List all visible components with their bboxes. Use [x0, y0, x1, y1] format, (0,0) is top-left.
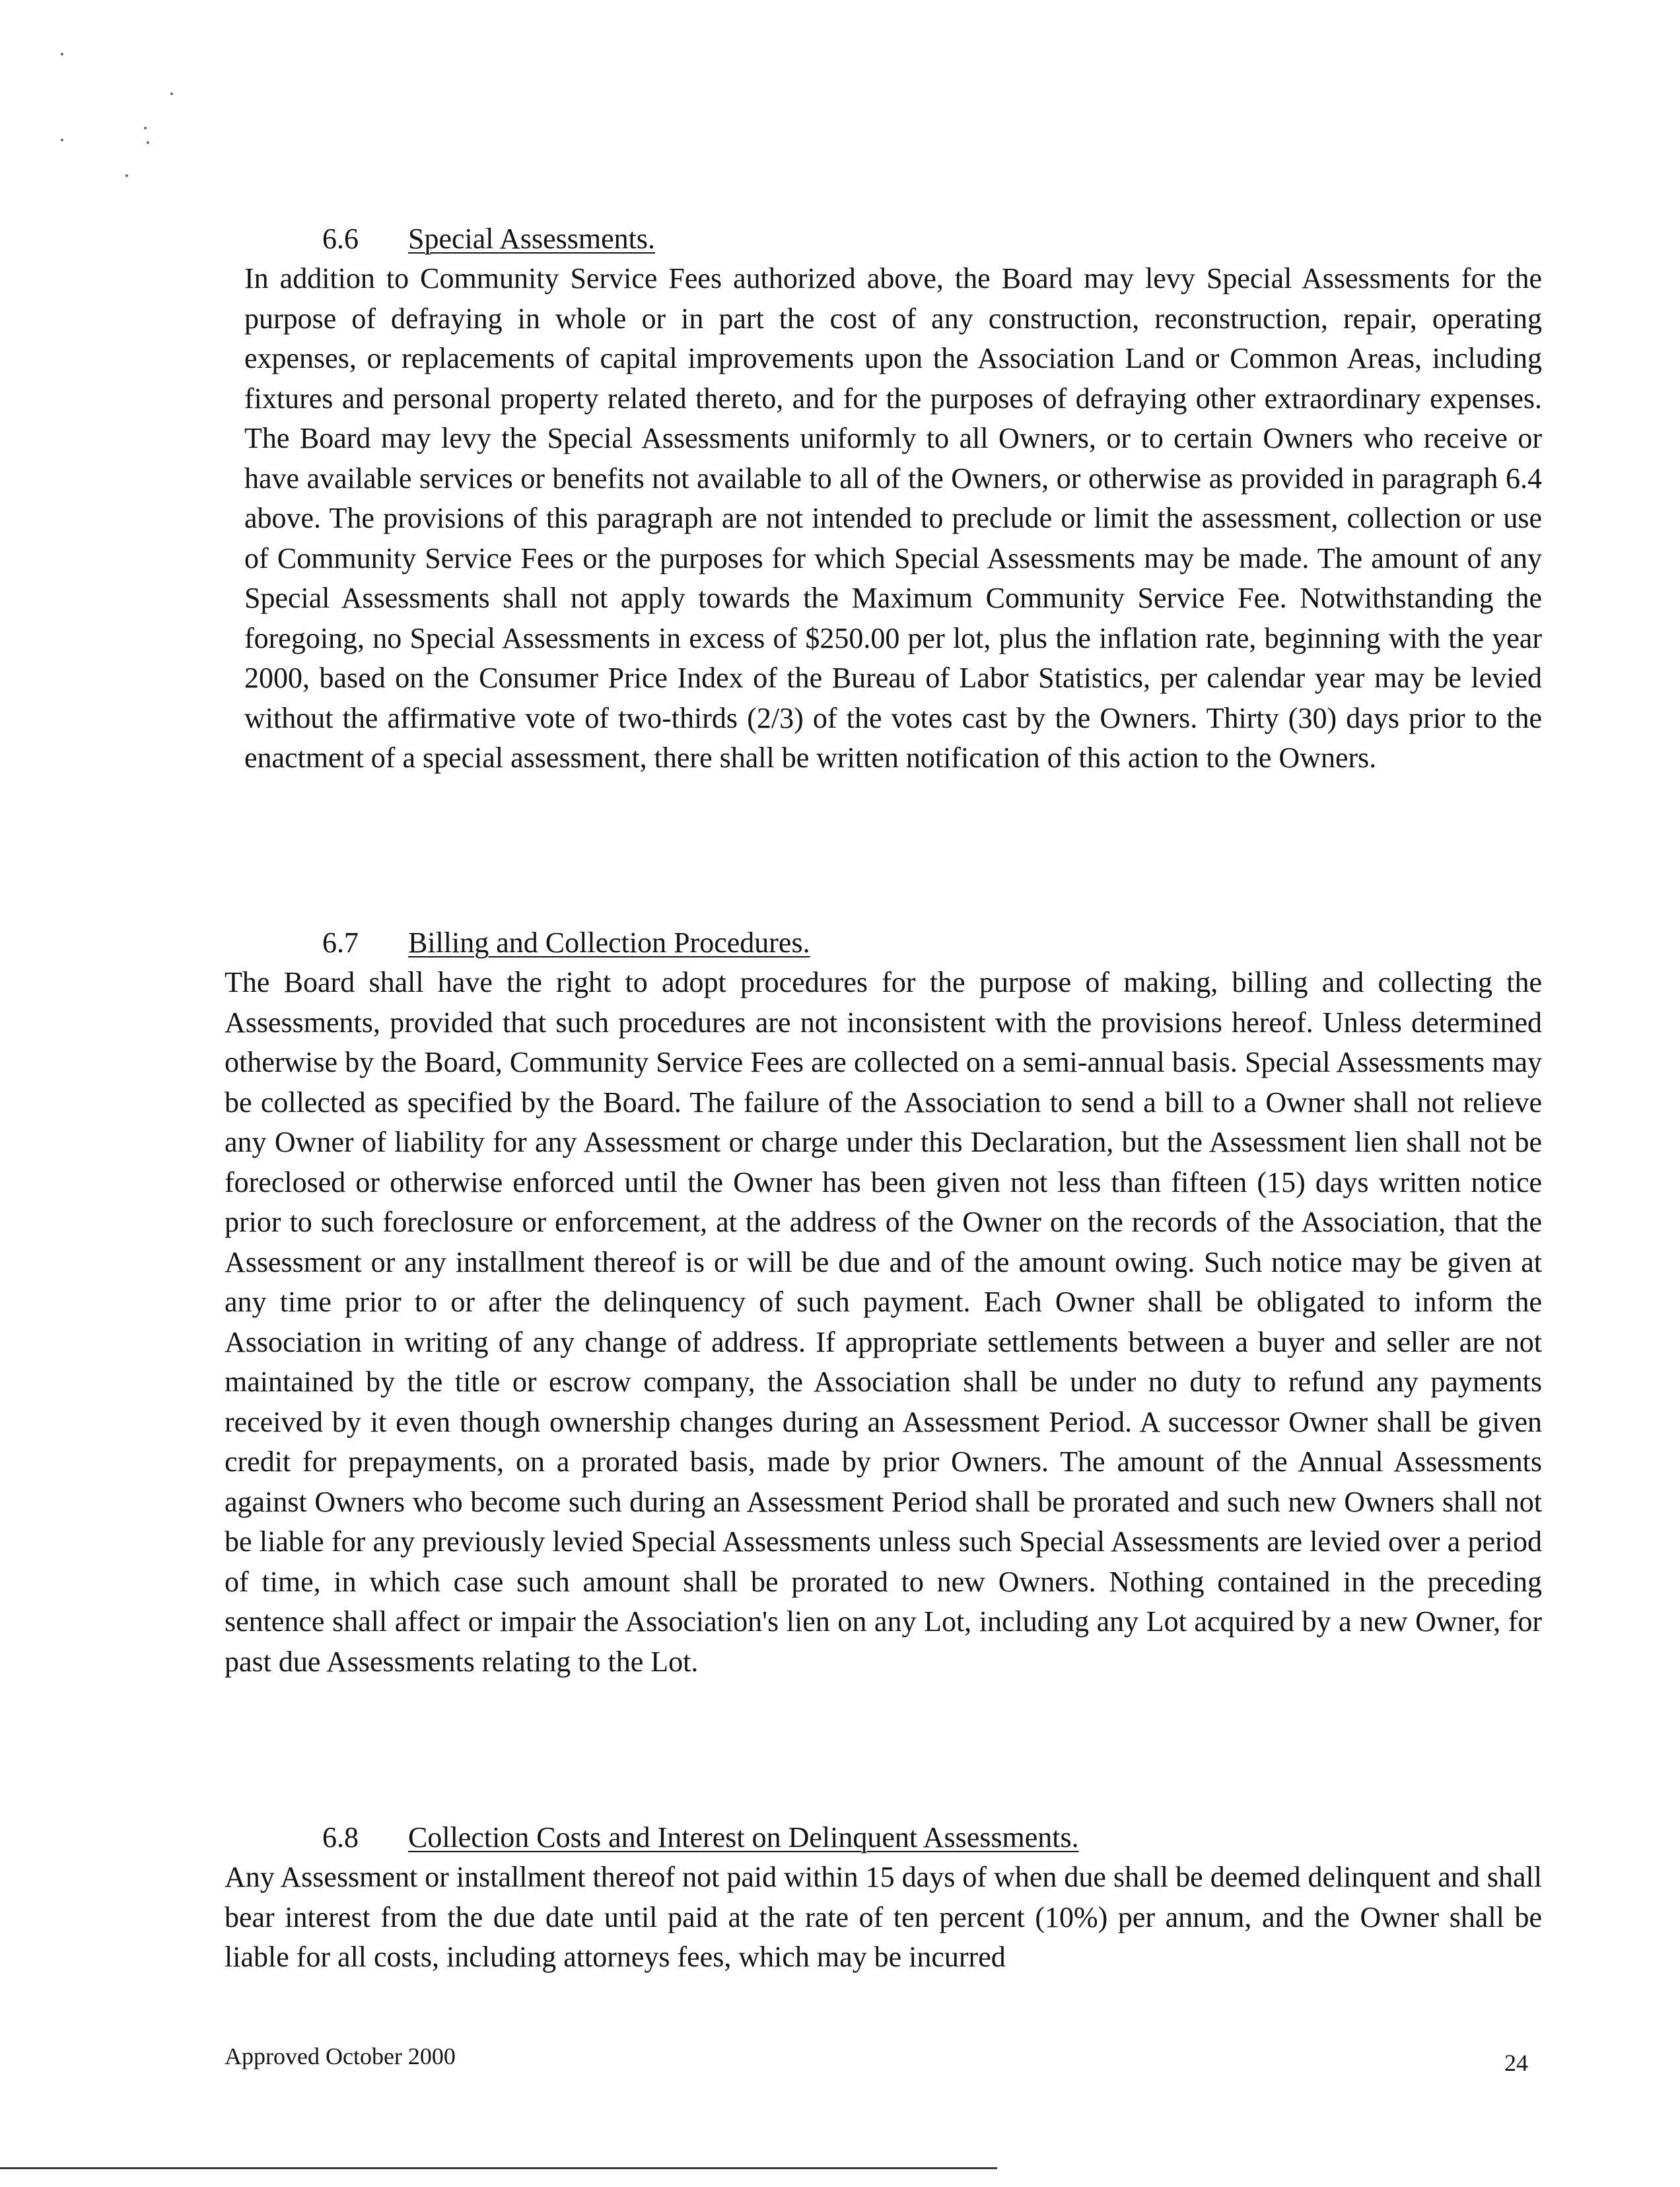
section-heading: [225, 219, 1542, 259]
section-body: In addition to Community Service Fees authorized above, the Board may levy Special Assessments for the purpose of defraying in whole or in part the cost of any construction, reconstruction, repair, operating expenses, or replacements of capital improvements upon the Association Land or Common Areas, including fixtures and personal property related thereto, and for the purposes of defraying other extraordinary expenses. The Board may levy the Special Assessments uniformly to all Owners, or to certain Owners who receive or have available services or benefits not available to all of the Owners, or otherwise as provided in paragraph 6.4 above. The provisions of this paragraph are not intended to preclude or limit the assessment, collection or use of Community Service Fees or the purposes for which Special Assessments may be made. The amount of any Special Assessments shall not apply towards the Maximum Community Service Fee. Notwithstanding the foregoing, no Special Assessments in excess of $250.00 per lot, plus the inflation rate, beginning with the year 2000, based on the Consumer Price Index of the Bureau of Labor Statistics, per calendar year may be levied without the affirmative vote of two-thirds (2/3) of the votes cast by the Owners. Thirty (30) days prior to the enactment of a special assessment, there shall be written notification of this action to the Owners.: [244, 262, 1542, 774]
section-6-6: [225, 219, 1542, 779]
section-6-8: [225, 1818, 1542, 1978]
section-number: 6.6: [322, 223, 359, 255]
section-heading: [225, 1818, 1542, 1857]
section-title: Collection Costs and Interest on Delinquent Assessments.: [408, 1821, 1079, 1854]
scan-edge-line: [0, 2167, 997, 2169]
scan-speck: [61, 53, 63, 55]
scan-speck: [61, 139, 63, 141]
scan-speck: [144, 127, 147, 129]
scan-speck: [147, 141, 149, 144]
section-title: Special Assessments.: [408, 223, 655, 255]
section-number: 6.8: [322, 1821, 359, 1854]
section-body: The Board shall have the right to adopt procedures for the purpose of making, billing and collecting the Assessments, provided that such procedures are not inconsistent with the provisions hereof. Unless determined otherwise by the Board, Community Service Fees are collected on a semi-annual basis. Special Assessments may be collected as specified by the Board. The failure of the Association to send a bill to a Owner shall not relieve any Owner of liability for any Assessment or charge under this Declaration, but the Assessment lien shall not be foreclosed or otherwise enforced until the Owner has been given not less than fifteen (15) days written notice prior to such foreclosure or enforcement, at the address of the Owner on the records of the Association, that the Assessment or any installment thereof is or will be due and of the amount owing. Such notice may be given at any time prior to or after the delinquency of such payment. Each Owner shall be obligated to inform the Association in writing of any change of address. If appropriate settlements between a buyer and seller are not maintained by the title or escrow company, the Association shall be under no duty to refund any payments received by it even though ownership changes during an Assessment Period. A successor Owner shall be given credit for prepayments, on a prorated basis, made by prior Owners. The amount of the Annual Assessments against Owners who become such during an Assessment Period shall be prorated and such new Owners shall not be liable for any previously levied Special Assessments unless such Special Assessments are levied over a period of time, in which case such amount shall be prorated to new Owners. Nothing contained in the preceding sentence shall affect or impair the Association's lien on any Lot, including any Lot acquired by a new Owner, for past due Assessments relating to the Lot.: [225, 966, 1542, 1678]
page-number: 24: [1504, 2050, 1528, 2076]
section-heading: [225, 923, 1542, 963]
scan-speck: [170, 92, 173, 95]
section-title: Billing and Collection Procedures.: [408, 926, 810, 959]
section-body: Any Assessment or installment thereof not paid within 15 days of when due shall be deemed delinquent and shall bear interest from the due date until paid at the rate of ten percent (10%) per annum, and the Owner shall be liable for all costs, including attorneys fees, which may be incurred: [225, 1861, 1542, 1973]
footer-approval-date: Approved October 2000: [225, 2043, 456, 2069]
section-6-7: [225, 923, 1542, 1682]
scan-speck: [125, 174, 128, 177]
section-number: 6.7: [322, 926, 359, 959]
